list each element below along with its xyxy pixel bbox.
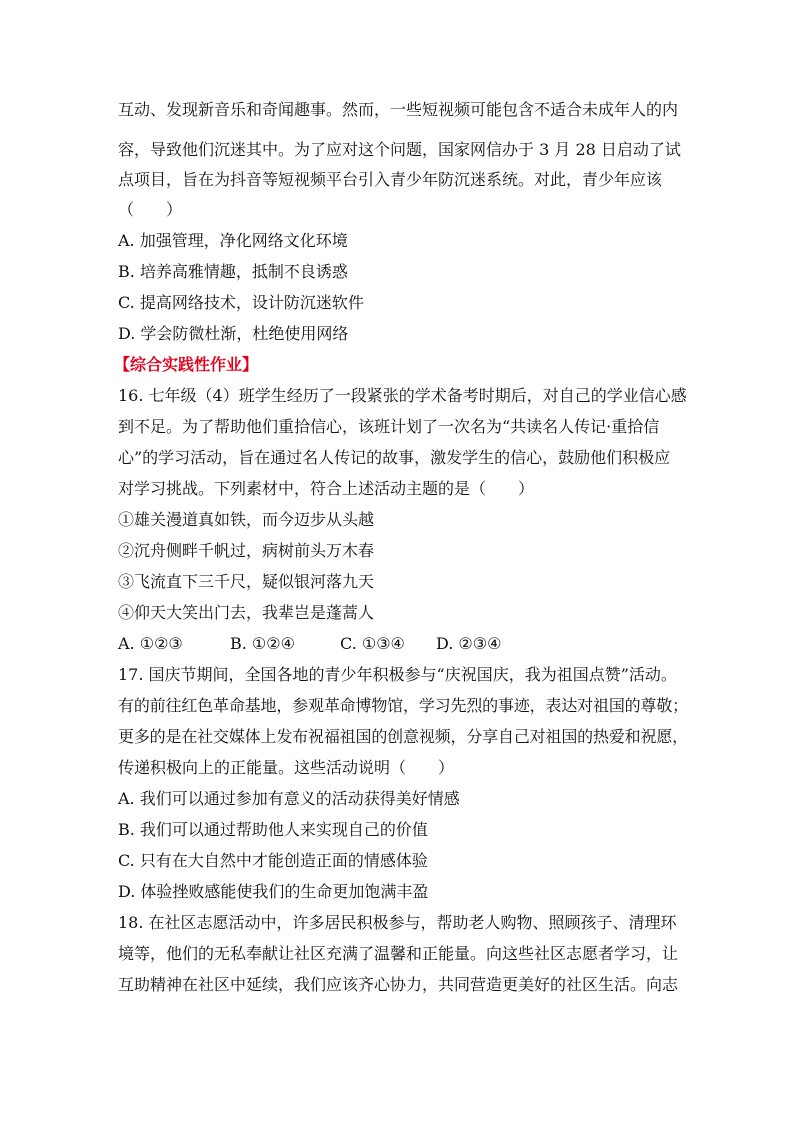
q15-option-b: B. 培养高雅情趣，抵制不良诱惑 xyxy=(118,262,348,281)
q17-option-b: B. 我们可以通过帮助他人来实现自己的价值 xyxy=(118,820,428,839)
q16-option-c: C. ①③④ xyxy=(340,634,405,653)
q16-item-3: ③飞流直下三千尺，疑似银河落九天 xyxy=(118,572,375,591)
q16-stem-line: 对学习挑战。下列素材中，符合上述活动主题的是（ ） xyxy=(118,479,535,498)
q15-stem-line: 点项目，旨在为抖音等短视频平台引入青少年防沉迷系统。对此，青少年应该 xyxy=(118,170,663,189)
q15-stem-line: 互动、发现新音乐和奇闻趣事。然而，一些短视频可能包含不适合未成年人的内 xyxy=(118,100,679,119)
q17-stem-line: 有的前往红色革命基地，参观革命博物馆，学习先烈的事迹，表达对祖国的尊敬； xyxy=(118,696,689,715)
q17-option-c: C. 只有在大自然中才能创造正面的情感体验 xyxy=(118,851,428,870)
q16-option-b: B. ①②④ xyxy=(230,634,295,653)
q18-stem-line: 境等，他们的无私奉献让社区充满了温馨和正能量。向这些社区志愿者学习，让 xyxy=(118,944,679,963)
q15-stem-line: 容，导致他们沉迷其中。为了应对这个问题，国家网信办于 3 月 28 日启动了试 xyxy=(118,140,681,159)
q15-option-d: D. 学会防微杜渐，杜绝使用网络 xyxy=(118,324,349,343)
q15-answer-bracket: （ ） xyxy=(118,200,183,219)
q17-option-a: A. 我们可以通过参加有意义的活动获得美好情感 xyxy=(118,789,460,808)
q15-option-a: A. 加强管理，净化网络文化环境 xyxy=(118,231,348,250)
q16-item-4: ④仰天大笑出门去，我辈岂是蓬蒿人 xyxy=(118,603,375,622)
q17-stem-line: 传递积极向上的正能量。这些活动说明（ ） xyxy=(118,758,455,777)
q16-option-d: D. ②③④ xyxy=(436,634,502,653)
q18-stem-line: 互助精神在社区中延续，我们应该齐心协力，共同营造更美好的社区生活。向志 xyxy=(118,975,679,994)
q16-stem-line: 心”的学习活动，旨在通过名人传记的故事，激发学生的信心，鼓励他们积极应 xyxy=(118,448,671,467)
q17-stem-line: 更多的是在社交媒体上发布祝福祖国的创意视频，分享自己对祖国的热爱和祝愿， xyxy=(118,727,689,746)
q17-option-d: D. 体验挫败感能使我们的生命更加饱满丰盈 xyxy=(118,882,429,901)
q16-item-2: ②沉舟侧畔千帆过，病树前头万木春 xyxy=(118,541,375,560)
q17-stem-line: 17. 国庆节期间，全国各地的青少年积极参与“庆祝国庆，我为祖国点赞”活动。 xyxy=(118,665,677,684)
q15-option-c: C. 提高网络技术，设计防沉迷软件 xyxy=(118,293,364,312)
q16-stem-line: 到不足。为了帮助他们重拾信心，该班计划了一次名为“共读名人传记·重拾信 xyxy=(118,417,660,436)
q16-option-a: A. ①②③ xyxy=(118,634,183,653)
q16-stem-line: 16. 七年级（4）班学生经历了一段紧张的学术备考时期后，对自己的学业信心感 xyxy=(118,386,687,405)
q16-item-1: ①雄关漫道真如铁，而今迈步从头越 xyxy=(118,510,375,529)
q16-options xyxy=(118,634,718,654)
section-header: 【综合实践性作业】 xyxy=(114,355,259,374)
q18-stem-line: 18. 在社区志愿活动中，许多居民积极参与，帮助老人购物、照顾孩子、清理环 xyxy=(118,913,677,932)
